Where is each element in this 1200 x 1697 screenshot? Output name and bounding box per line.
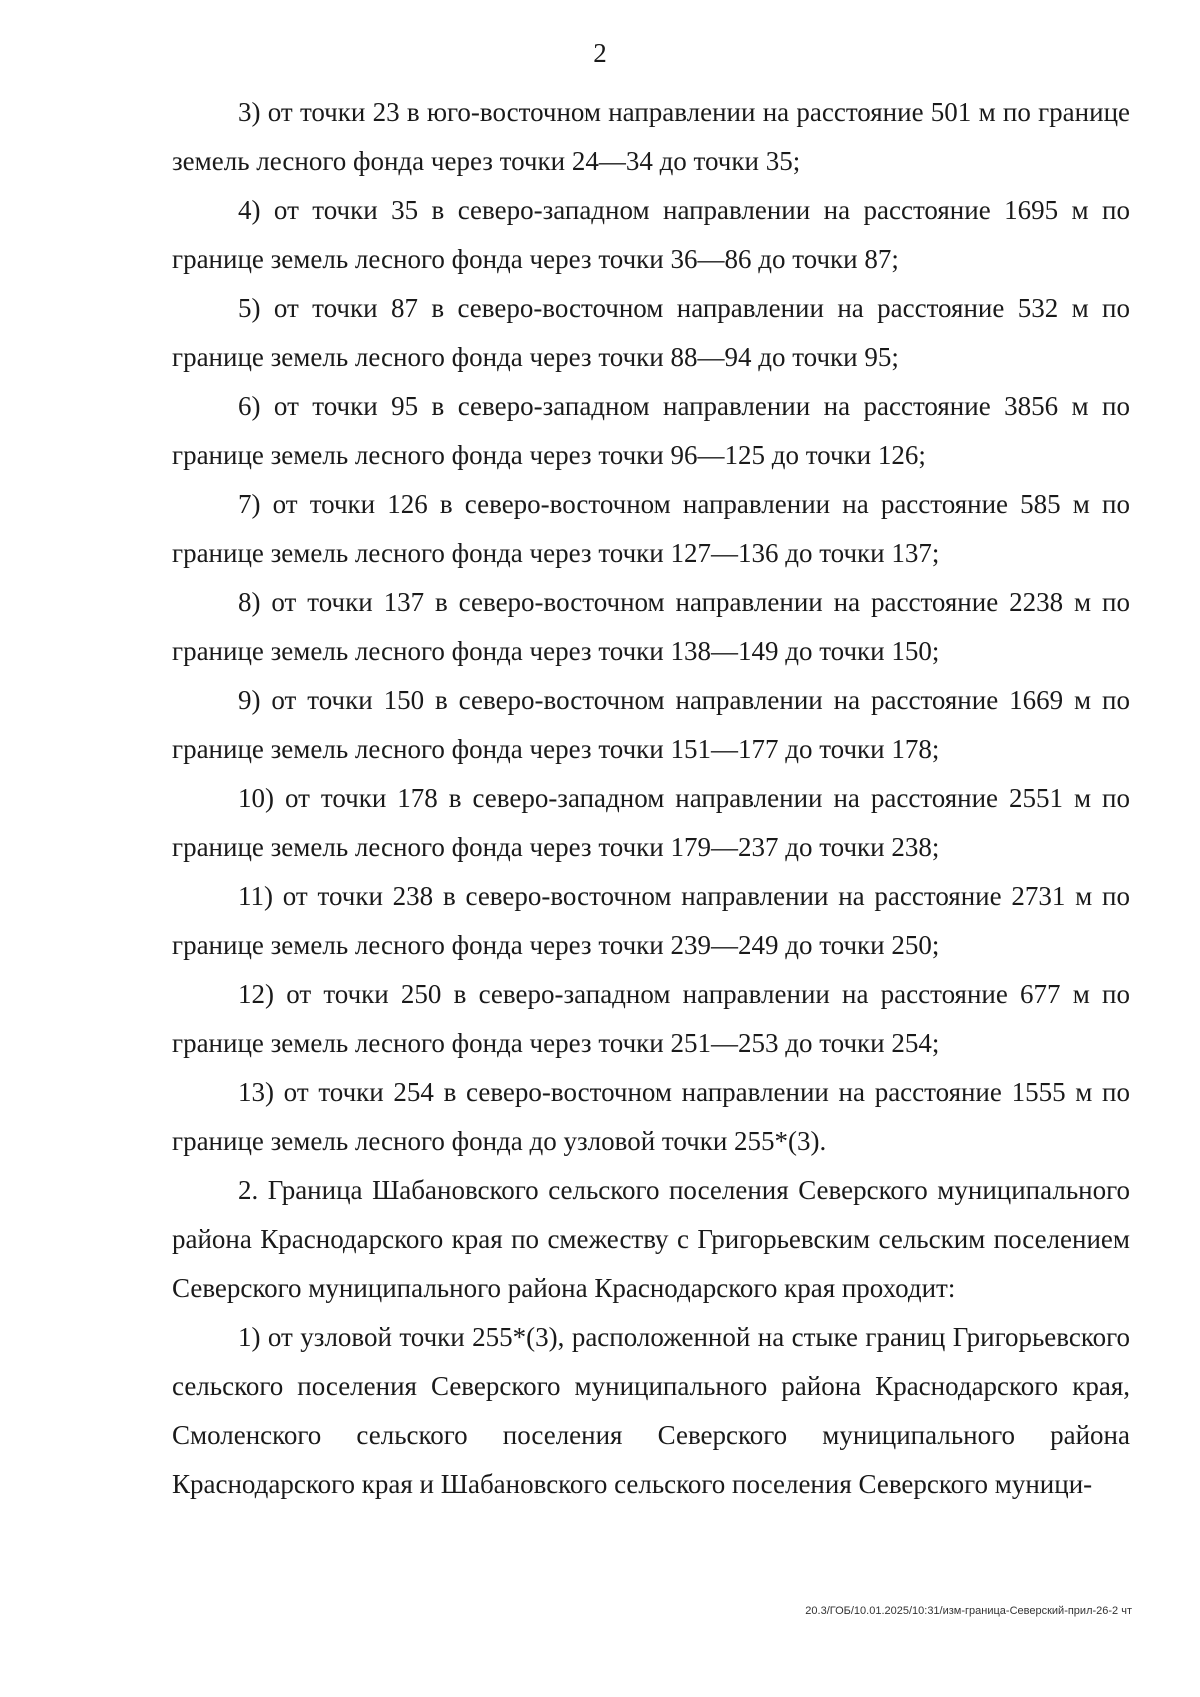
paragraph-item-11: 11) от точки 238 в северо-восточном направлении на расстояние 2731 м по границе земель лесного фонда через точки 239—249 до точки 250; (172, 881, 1130, 960)
section-2-heading-paragraph: 2. Граница Шабановского сельского поселения Северского муниципального района Краснодарского края по смежеству с Григорьевским сельским поселением Северского муниципального района Краснодарского края проходит: (172, 1175, 1130, 1303)
paragraph-item-6: 6) от точки 95 в северо-западном направлении на расстояние 3856 м по границе земель лесного фонда через точки 96—125 до точки 126; (172, 391, 1130, 470)
paragraph-item-3: 3) от точки 23 в юго-восточном направлении на расстояние 501 м по границе земель лесного фонда через точки 24—34 до точки 35; (172, 97, 1130, 176)
section-2-item-1: 1) от узловой точки 255*(3), расположенной на стыке границ Григорьевского сельского поселения Северского муниципального района Краснодарского края, Смоленского сельского поселения Северского муниципального района Краснодарского края и Шабановского сельского поселения Северского муници- (172, 1322, 1130, 1499)
paragraph-item-13: 13) от точки 254 в северо-восточном направлении на расстояние 1555 м по границе земель лесного фонда до узловой точки 255*(3). (172, 1077, 1130, 1156)
page-number: 2 (593, 38, 607, 68)
paragraph-item-10: 10) от точки 178 в северо-западном направлении на расстояние 2551 м по границе земель лесного фонда через точки 179—237 до точки 238; (172, 783, 1130, 862)
paragraph-item-4: 4) от точки 35 в северо-западном направлении на расстояние 1695 м по границе земель лесного фонда через точки 36—86 до точки 87; (172, 195, 1130, 274)
paragraph-item-12: 12) от точки 250 в северо-западном направлении на расстояние 677 м по границе земель лесного фонда через точки 251—253 до точки 254; (172, 979, 1130, 1058)
paragraph-item-8: 8) от точки 137 в северо-восточном направлении на расстояние 2238 м по границе земель лесного фонда через точки 138—149 до точки 150; (172, 587, 1130, 666)
footer-file-path: 20.3/ГОБ/10.01.2025/10:31/изм-граница-Северский-прил-26-2 чт (805, 1605, 1132, 1617)
paragraph-item-7: 7) от точки 126 в северо-восточном направлении на расстояние 585 м по границе земель лесного фонда через точки 127—136 до точки 137; (172, 489, 1130, 568)
document-body (172, 88, 1130, 1509)
paragraph-item-5: 5) от точки 87 в северо-восточном направлении на расстояние 532 м по границе земель лесного фонда через точки 88—94 до точки 95; (172, 293, 1130, 372)
paragraph-item-9: 9) от точки 150 в северо-восточном направлении на расстояние 1669 м по границе земель лесного фонда через точки 151—177 до точки 178; (172, 685, 1130, 764)
